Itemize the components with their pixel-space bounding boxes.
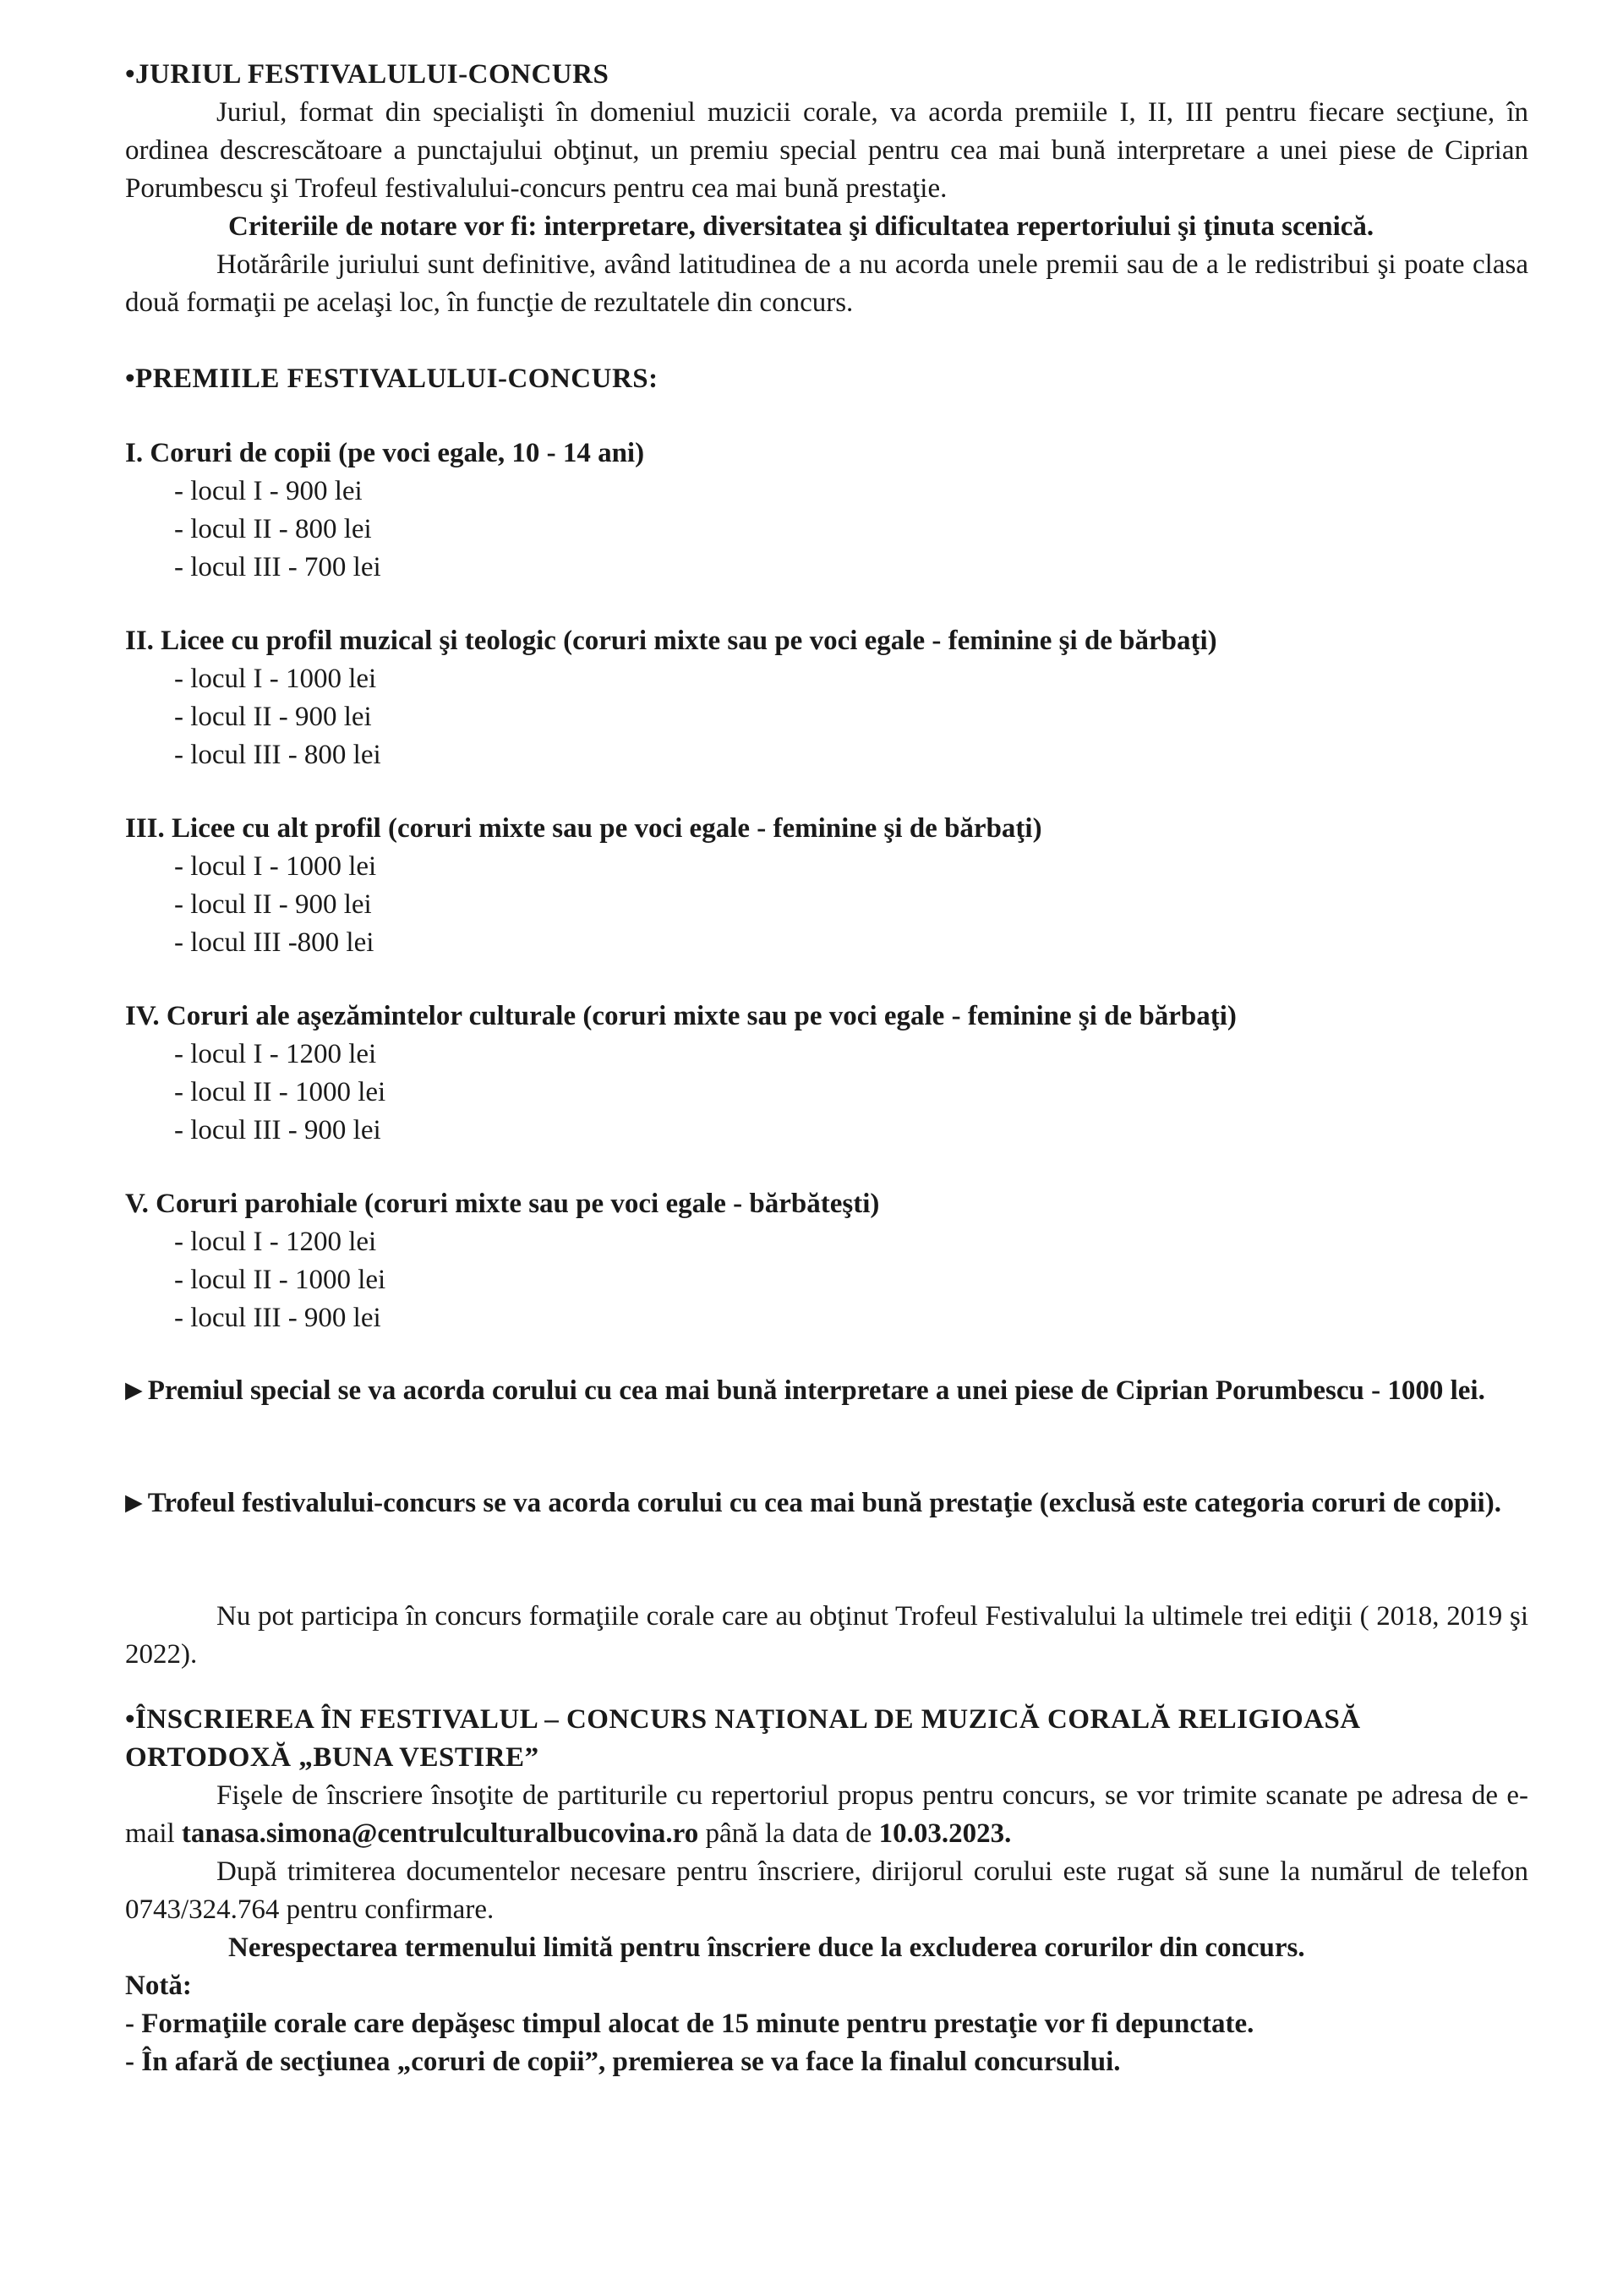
prize-item: - locul I - 1000 lei (174, 851, 377, 882)
note-item: - Formaţiile corale care depăşesc timpul alocat de 15 minute pentru prestaţie vor fi depunctate. (125, 2009, 1254, 2039)
prize-item: - locul III - 900 lei (174, 1303, 381, 1333)
prize-section-5 (125, 1185, 1528, 1337)
prize-section-title: I. Coruri de copii (pe voci egale, 10 - 14 ani) (125, 438, 645, 468)
prize-item: - locul II - 900 lei (174, 889, 372, 920)
prize-item: - locul I - 1000 lei (174, 664, 377, 694)
triangle-right-icon: ▶ (125, 1377, 143, 1402)
prize-section-title: V. Coruri parohiale (coruri mixte sau pe voci egale - bărbăteşti) (125, 1189, 880, 1219)
prize-section-3 (125, 810, 1528, 962)
jury-heading: •JURIUL FESTIVALULUI-CONCURS (125, 59, 609, 90)
prize-section-1 (125, 435, 1528, 587)
prize-item: - locul I - 1200 lei (174, 1227, 377, 1257)
prize-item: - locul III - 900 lei (174, 1115, 381, 1145)
jury-criteria: Criteriile de notare vor fi: interpretare, diversitatea şi dificultatea repertoriului şi ţinuta scenică. (228, 211, 1374, 242)
trophy-prize (125, 1484, 1528, 1522)
registration-heading: •ÎNSCRIEREA ÎN FESTIVALUL – CONCURS NAŢIONAL DE MUZICĂ CORALĂ RELIGIOASĂ ORTODOXĂ „BUNA VESTIRE” (125, 1704, 1361, 1773)
note-label: Notă: (125, 1971, 192, 2001)
triangle-right-icon: ▶ (125, 1490, 143, 1515)
jury-paragraph: Juriul, format din specialişti în domeniul muzicii corale, va acorda premiile I, II, III pentru fiecare secţiune, în ordinea descrescătoare a punctajului obţinut, un premiu special pentru cea mai bună interpretare a unei piese de Ciprian Porumbescu şi Trofeul festivalului-concurs pentru cea mai bună prestaţie. (125, 97, 1528, 204)
registration-text: până la data de (698, 1818, 879, 1849)
prize-section-2 (125, 622, 1528, 774)
prize-item: - locul II - 800 lei (174, 514, 372, 544)
prize-item: - locul II - 1000 lei (174, 1077, 386, 1107)
prize-item: - locul I - 1200 lei (174, 1039, 377, 1069)
jury-decisions: Hotărârile juriului sunt definitive, având latitudinea de a nu acorda unele premii sau de a le redistribui şi poate clasa două formaţii pe acelaşi loc, în funcţie de rezultatele din concurs. (125, 249, 1528, 318)
prize-section-4 (125, 998, 1528, 1150)
registration-deadline: 10.03.2023. (878, 1818, 1012, 1849)
registration-paragraph (125, 1777, 1528, 1853)
prize-item: - locul III - 800 lei (174, 740, 381, 770)
special-prize (125, 1371, 1528, 1410)
prize-section-title: III. Licee cu alt profil (coruri mixte sau pe voci egale - feminine şi de bărbaţi) (125, 813, 1042, 844)
registration-email: tanasa.simona@centrulculturalbucovina.ro (181, 1818, 699, 1849)
registration-text: Fişele de înscriere însoţite de partiturile cu repertoriul propus pentru concurs, se vor trimite scanate pe adresa de e-mail (125, 1780, 1528, 1849)
note-item: - În afară de secţiunea „coruri de copii”, premierea se va face la finalul concursului. (125, 2047, 1121, 2077)
registration-warning: Nerespectarea termenului limită pentru înscriere duce la excluderea corurilor din concurs. (228, 1932, 1305, 1963)
prize-item: - locul I - 900 lei (174, 476, 363, 506)
prize-section-title: II. Licee cu profil muzical şi teologic (coruri mixte sau pe voci egale - feminine şi de bărbaţi) (125, 626, 1217, 656)
prize-item: - locul II - 900 lei (174, 702, 372, 732)
confirmation-paragraph: După trimiterea documentelor necesare pentru înscriere, dirijorul corului este rugat să sune la numărul de telefon 0743/324.764 pentru confirmare. (125, 1856, 1528, 1925)
prizes-heading: •PREMIILE FESTIVALULUI-CONCURS: (125, 364, 658, 394)
special-prize-text: Premiul special se va acorda corului cu cea mai bună interpretare a unei piese de Ciprian Porumbescu - 1000 lei. (147, 1375, 1485, 1406)
exclusion-paragraph: Nu pot participa în concurs formaţiile corale care au obţinut Trofeul Festivalului la ultimele trei ediţii ( 2018, 2019 şi 2022). (125, 1601, 1528, 1670)
prize-item: - locul III - 700 lei (174, 552, 381, 582)
trophy-prize-text: Trofeul festivalului-concurs se va acorda corului cu cea mai bună prestaţie (exclusă este categoria coruri de copii). (147, 1488, 1501, 1518)
note-section (125, 1967, 1528, 2081)
prize-section-title: IV. Coruri ale aşezămintelor culturale (coruri mixte sau pe voci egale - feminine şi de bărbaţi) (125, 1001, 1237, 1031)
prize-item: - locul III -800 lei (174, 927, 374, 958)
prize-item: - locul II - 1000 lei (174, 1265, 386, 1295)
